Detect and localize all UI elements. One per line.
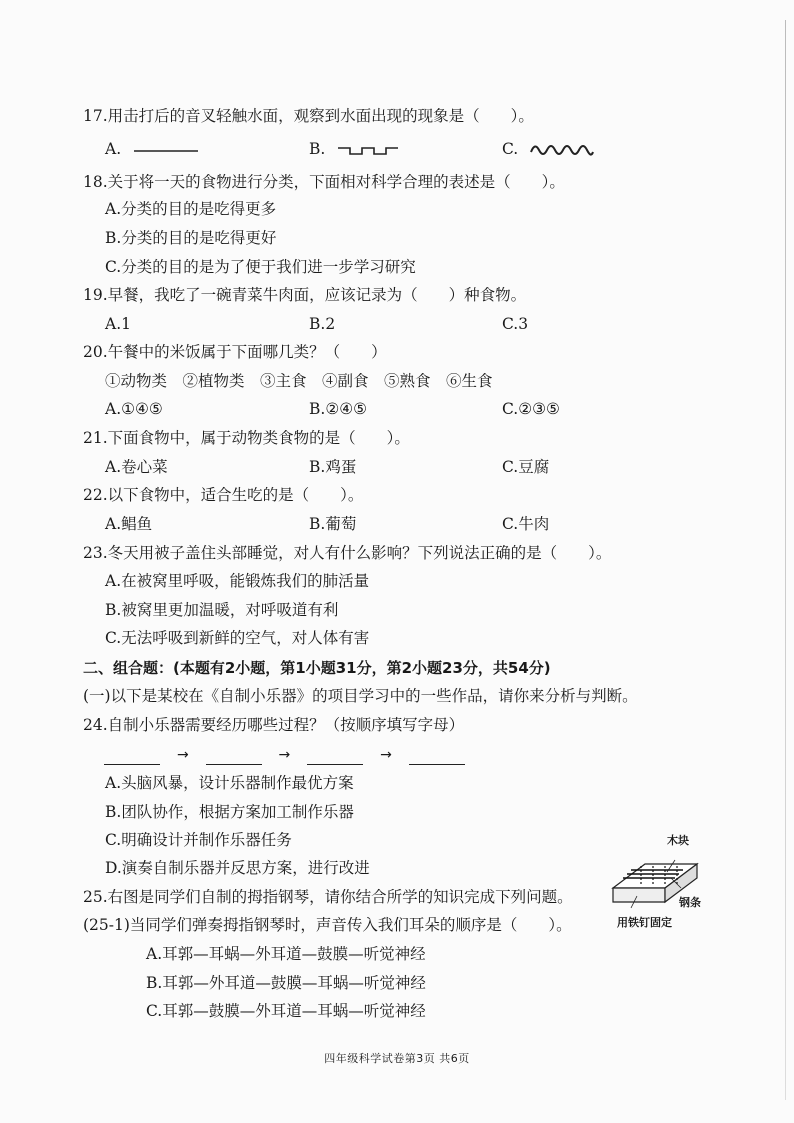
q22-option-a[interactable]: A.鲳鱼: [105, 515, 153, 533]
q24-blank-3[interactable]: [307, 750, 363, 765]
q22-option-b[interactable]: B.葡萄: [309, 515, 357, 533]
q24-blank-2[interactable]: [206, 750, 262, 765]
figure-label-strip: 钢条: [679, 896, 701, 909]
arrow-right-icon: →: [176, 747, 189, 763]
q24-blank-4[interactable]: [409, 750, 465, 765]
q18-stem: 18.关于将一天的食物进行分类，下面相对科学合理的表述是（ ）。: [83, 173, 565, 191]
q24-option-d: D.演奏自制乐器并反思方案，进行改进: [105, 859, 370, 877]
section2-heading: 二、组合题：(本题有2小题，第1小题31分，第2小题23分，共54分): [83, 659, 551, 677]
q21-stem: 21.下面食物中，属于动物类食物的是（ ）。: [83, 429, 410, 447]
q18-option-b[interactable]: B.分类的目的是吃得更好: [105, 229, 277, 247]
q17-option-b-label: B.: [309, 140, 326, 158]
q25-sub1-option-a[interactable]: A.耳郭—耳蜗—外耳道—鼓膜—听觉神经: [146, 945, 426, 963]
q18-option-a[interactable]: A.分类的目的是吃得更多: [105, 200, 277, 218]
q25-sub1-stem: (25-1)当同学们弹奏拇指钢琴时，声音传入我们耳朵的顺序是（ ）。: [83, 916, 572, 934]
figure-label-block: 木块: [667, 834, 689, 847]
q20-option-b[interactable]: B.②④⑤: [309, 400, 368, 418]
q21-option-a[interactable]: A.卷心菜: [105, 458, 168, 476]
q19-option-b[interactable]: B.2: [309, 315, 336, 333]
square-wave-icon: [336, 143, 406, 157]
q25-stem: 25.右图是同学们自制的拇指钢琴，请你结合所学的知识完成下列问题。: [83, 888, 573, 906]
q24-option-b: B.团队协作，根据方案加工制作乐器: [105, 803, 354, 821]
q24-stem: 24.自制小乐器需要经历哪些过程？（按顺序填写字母）: [83, 716, 465, 734]
q23-option-a[interactable]: A.在被窝里呼吸，能锻炼我们的肺活量: [105, 572, 370, 590]
q18-option-c[interactable]: C.分类的目的是为了便于我们进一步学习研究: [105, 258, 416, 276]
q23-stem: 23.冬天用被子盖住头部睡觉，对人有什么影响？下列说法正确的是（ ）。: [83, 544, 612, 562]
q17-stem: 17.用击打后的音叉轻触水面，观察到水面出现的现象是（ ）。: [83, 107, 534, 125]
q25-sub1-option-c[interactable]: C.耳郭—鼓膜—外耳道—耳蜗—听觉神经: [146, 1002, 426, 1020]
arrow-right-icon: →: [278, 747, 291, 763]
q19-stem: 19.早餐，我吃了一碗青菜牛肉面，应该记录为（ ）种食物。: [83, 286, 527, 304]
q22-stem: 22.以下食物中，适合生吃的是（ ）。: [83, 486, 364, 504]
straight-line-icon: [132, 143, 202, 157]
q21-option-b[interactable]: B.鸡蛋: [309, 458, 357, 476]
q19-option-a[interactable]: A.1: [105, 315, 131, 333]
q20-option-c[interactable]: C.②③⑤: [502, 400, 560, 418]
q25-sub1-option-b[interactable]: B.耳郭—外耳道—鼓膜—耳蜗—听觉神经: [146, 974, 426, 992]
q17-option-a-label: A.: [105, 140, 122, 158]
q21-option-c[interactable]: C.豆腐: [502, 458, 550, 476]
q24-blank-1[interactable]: [104, 750, 160, 765]
q24-option-c: C.明确设计并制作乐器任务: [105, 831, 292, 849]
q23-option-c[interactable]: C.无法呼吸到新鲜的空气，对人体有害: [105, 629, 370, 647]
q17-option-c-label: C.: [502, 140, 519, 158]
q17-option-c[interactable]: [502, 139, 595, 159]
scan-edge: [785, 20, 786, 1100]
arrow-right-icon: →: [380, 747, 392, 763]
q23-option-b[interactable]: B.被窝里更加温暖，对呼吸道有利: [105, 601, 339, 619]
q17-option-a[interactable]: [105, 139, 202, 159]
figure-label-nail: 用铁钉固定: [617, 916, 672, 929]
page-footer: 四年级科学试卷第3页 共6页: [324, 1052, 470, 1065]
thumb-piano-figure: [605, 828, 705, 933]
sine-wave-icon: [529, 142, 595, 158]
q20-option-a[interactable]: A.①④⑤: [105, 400, 163, 418]
q19-option-c[interactable]: C.3: [502, 315, 529, 333]
q20-items: ①动物类 ②植物类 ③主食 ④副食 ⑤熟食 ⑥生食: [105, 372, 493, 390]
q24-option-a: A.头脑风暴，设计乐器制作最优方案: [105, 774, 354, 792]
q17-option-b[interactable]: [309, 139, 406, 159]
q20-stem: 20.午餐中的米饭属于下面哪几类？（ ）: [83, 343, 387, 361]
q22-option-c[interactable]: C.牛肉: [502, 515, 550, 533]
q24-answer-sequence: [104, 744, 465, 765]
section2-intro: (一)以下是某校在《自制小乐器》的项目学习中的一些作品，请你来分析与判断。: [83, 687, 638, 705]
